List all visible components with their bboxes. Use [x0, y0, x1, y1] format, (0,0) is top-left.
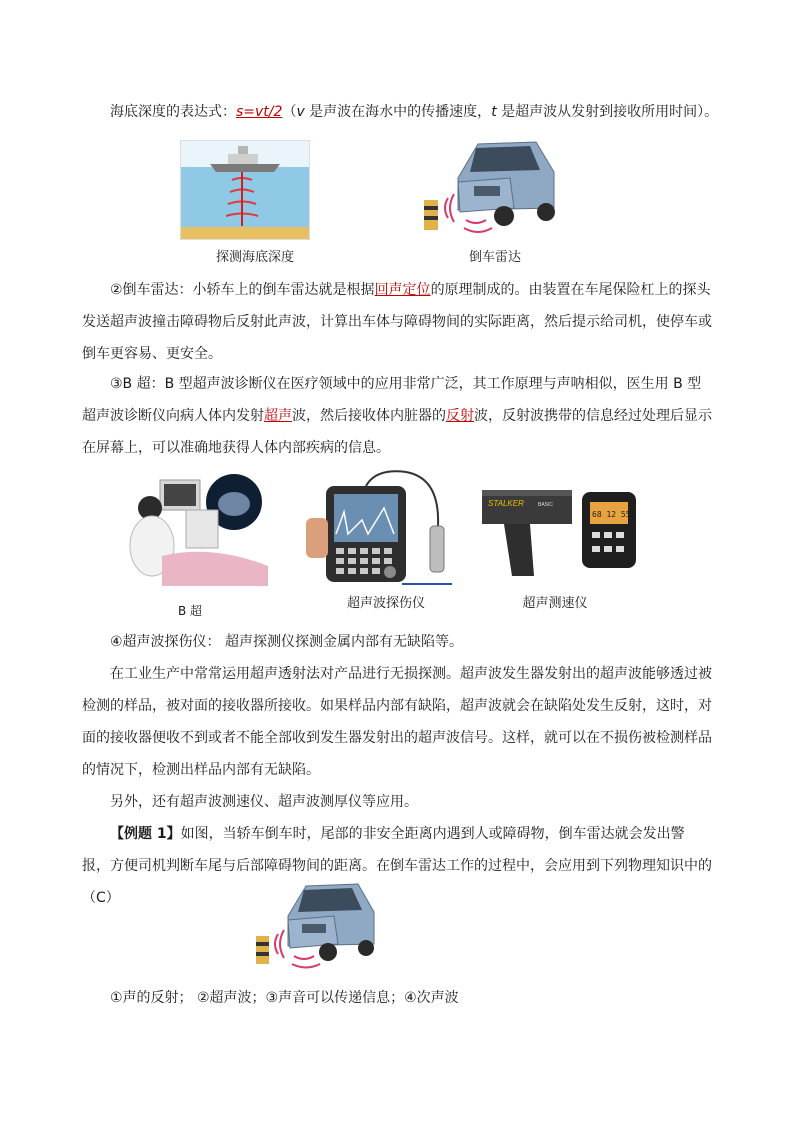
- example-label: 【例题 1】: [110, 826, 181, 842]
- bmode-paragraph: ③B 超：B 型超声波诊断仪在医疗领域中的应用非常广泛，其工作原理与声呐相似，医生用 B 型超声波诊断仪向病人体内发射超声波，然后接收体内脏器的反射波，反射波携带的信息经过处理后显示在屏幕上，可以准确地获得人体内部疾病的信息。: [82, 376, 712, 456]
- radar-paragraph: ②倒车雷达：小轿车上的倒车雷达就是根据回声定位的原理制成的。由装置在车尾保险杠上的探头发送超声波撞击障碍物后反射此声波，计算出车体与障碍物间的实际距离，然后提示给司机，使停车或倒车更容易、更安全。: [82, 282, 712, 362]
- echo-location-term: 回声定位: [374, 282, 431, 298]
- caption-sea-depth: 探测海底深度: [215, 250, 294, 265]
- ultrasound-term: 超声: [264, 408, 292, 424]
- flaw-detector-figure: [306, 468, 452, 586]
- speed-readout: 68 12 55: [592, 510, 631, 519]
- reflection-term: 反射: [446, 408, 474, 424]
- device-model: BASIC: [538, 502, 554, 508]
- speed-meter-figure: [478, 484, 640, 580]
- other-applications-paragraph: 另外，还有超声波测速仪、超声波测厚仪等应用。: [110, 794, 418, 810]
- reversing-radar-figure: [418, 138, 558, 242]
- answer-options: ①声的反射； ②超声波；③声音可以传递信息；④次声波: [110, 990, 459, 1006]
- caption-bmode: B 超: [177, 604, 203, 618]
- device-brand: STALKER: [488, 499, 524, 508]
- example-car-figure: [250, 880, 376, 974]
- depth-formula: s=vt/2: [236, 104, 283, 120]
- sea-depth-figure: [180, 140, 310, 240]
- industry-paragraph: 在工业生产中常常运用超声透射法对产品进行无损探测。超声波发生器发射出的超声波能够透过被检测的样品，被对面的接收器所接收。如果样品内部有缺陷，超声波就会在缺陷处发生反射，这时，对面的接收器便收不到或者不能全部收到发生器发射出的超声波信号。这样，就可以在不损伤被检测样品的情况下，检测出样品内部有无缺陷。: [82, 666, 712, 778]
- caption-reversing-radar: 倒车雷达: [468, 250, 521, 265]
- formula-line: 海底深度的表达式：s=vt/2（v 是声波在海水中的传播速度，t 是超声波从发射到接收所用时间）。: [110, 104, 719, 120]
- flaw-paragraph: ④超声波探伤仪： 超声探测仪探测金属内部有无缺陷等。: [110, 634, 463, 650]
- bmode-figure: [122, 470, 270, 586]
- caption-speed-meter: 超声测速仪: [522, 596, 588, 611]
- example-question: 【例题 1】如图，当轿车倒车时，尾部的非安全距离内遇到人或障碍物，倒车雷达就会发出警报，方便司机判断车尾与后部障碍物间的距离。在倒车雷达工作的过程中，会应用到下列物理知识中的（C）: [82, 826, 712, 906]
- caption-flaw-detector: 超声波探伤仪: [346, 596, 425, 611]
